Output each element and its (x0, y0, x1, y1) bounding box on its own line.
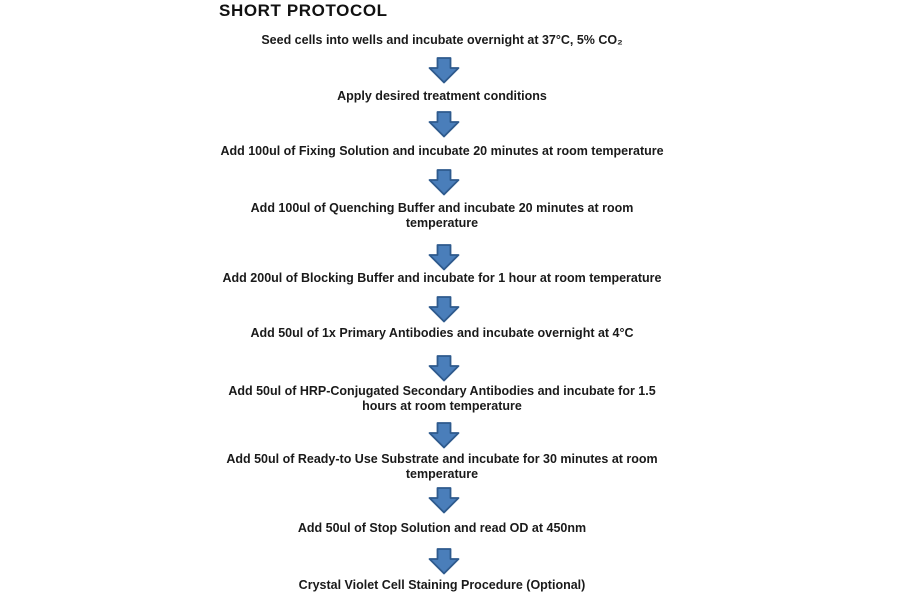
step-text (131, 201, 753, 230)
step-text-line: Add 200ul of Blocking Buffer and incubate for 1 hour at room temperature (222, 271, 662, 285)
step-text-line: Add 50ul of Ready-to Use Substrate and incubate for 30 minutes at room (226, 452, 658, 466)
step-text (131, 89, 753, 104)
down-arrow-icon (131, 548, 753, 580)
step-text-line: Add 100ul of Quenching Buffer and incubate 20 minutes at room (250, 201, 634, 215)
page-title: SHORT PROTOCOL (219, 1, 388, 20)
down-arrow-icon (131, 487, 753, 519)
step-text-line: Apply desired treatment conditions (337, 89, 547, 103)
step-text-line: temperature (405, 466, 479, 481)
step-text-line: Seed cells into wells and incubate overnight at 37°C, 5% CO₂ (261, 33, 623, 47)
step-text (131, 384, 753, 413)
step-text-line: Add 100ul of Fixing Solution and incubate 20 minutes at room temperature (220, 144, 664, 158)
step-text-line: Add 50ul of HRP-Conjugated Secondary Antibodies and incubate for 1.5 (228, 384, 656, 398)
step-text (131, 452, 753, 481)
step-text (131, 521, 753, 536)
step-text (131, 578, 753, 593)
down-arrow-icon (131, 296, 753, 328)
step-text (131, 33, 753, 48)
down-arrow-icon (131, 355, 753, 387)
step-text-line: temperature (405, 215, 479, 230)
step-text-line: Crystal Violet Cell Staining Procedure (Optional) (298, 578, 586, 592)
down-arrow-icon (131, 169, 753, 201)
down-arrow-icon (131, 111, 753, 143)
down-arrow-icon (131, 422, 753, 454)
step-text-line: hours at room temperature (362, 398, 522, 413)
step-text (131, 271, 753, 286)
step-text-line: Add 50ul of Stop Solution and read OD at 450nm (297, 521, 587, 535)
step-text (131, 144, 753, 159)
step-text-line: Add 50ul of 1x Primary Antibodies and incubate overnight at 4°C (250, 326, 634, 340)
step-text (131, 326, 753, 341)
down-arrow-icon (131, 57, 753, 89)
